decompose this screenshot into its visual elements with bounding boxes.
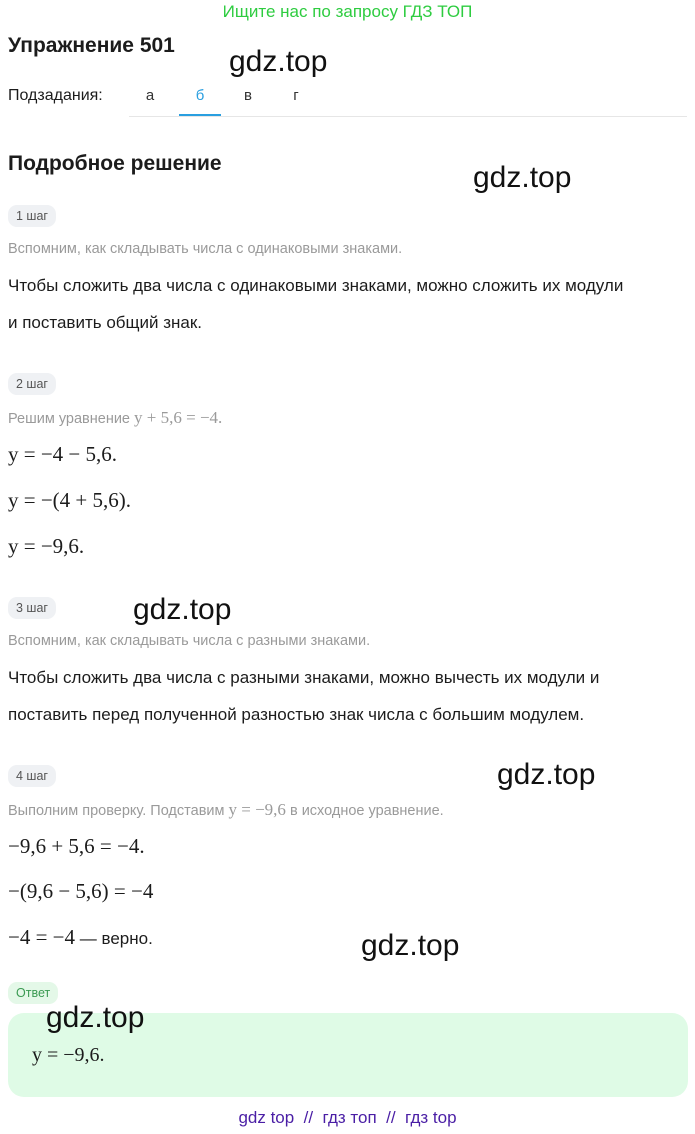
step-1-badge: 1 шаг [8,205,56,227]
watermark: gdz.top [361,929,460,962]
step-4-hint-math: y = −9,6 [228,800,286,819]
section-title: Подробное решение [8,152,222,175]
step-1-hint: Вспомним, как складывать числа с одинаковыми знаками. [8,241,403,257]
step-2-badge: 2 шаг [8,373,56,395]
step-4-hint-pre: Выполним проверку. Подставим [8,803,229,819]
step-2-line-3: y = −9,6. [8,534,85,558]
step-4-line-3 [8,925,153,950]
step-4-line-1: −9,6 + 5,6 = −4. [8,834,145,858]
step-3-text-line-2: поставить перед полученной разностью знак числа с большим модулем. [8,705,585,724]
step-2-hint-text: Решим уравнение [8,411,135,427]
step-4-hint [8,800,444,820]
watermark: gdz.top [229,45,328,78]
step-4-line-3-text: — верно. [75,929,153,948]
step-4-badge: 4 шаг [8,765,56,787]
step-3-badge: 3 шаг [8,597,56,619]
subtasks-label: Подзадания: [8,87,103,104]
step-2-hint [8,408,222,428]
step-4-line-3-math: −4 = −4 [8,925,76,949]
tab-b[interactable]: б [179,80,221,116]
page-title: Упражнение 501 [8,34,175,57]
watermark: gdz.top [473,161,572,194]
step-2-hint-math: y + 5,6 = −4. [134,408,223,427]
step-1-text-line-1: Чтобы сложить два числа с одинаковыми знаками, можно сложить их модули [8,276,624,295]
step-4-line-2: −(9,6 − 5,6) = −4 [8,879,154,903]
step-2-line-2: y = −(4 + 5,6). [8,488,132,512]
answer-math: y = −9,6. [32,1044,105,1066]
footer-links[interactable]: gdz top // гдз топ // гдз top [238,1108,457,1127]
answer-badge: Ответ [8,982,58,1004]
watermark: gdz.top [133,593,232,626]
step-4-hint-post: в исходное уравнение. [285,803,444,819]
step-2-line-1: y = −4 − 5,6. [8,442,118,466]
tab-a[interactable]: а [145,87,155,104]
search-banner[interactable]: Ищите нас по запросу ГДЗ ТОП [222,2,473,21]
step-1-text-line-2: и поставить общий знак. [8,313,203,332]
watermark: gdz.top [497,758,596,791]
tab-g[interactable]: г [293,87,299,104]
watermark: gdz.top [46,1001,145,1034]
step-3-hint: Вспомним, как складывать числа с разными знаками. [8,633,371,649]
subtasks-tabs [129,80,687,117]
step-3-text-line-1: Чтобы сложить два числа с разными знаками, можно вычесть их модули и [8,668,600,687]
tab-v[interactable]: в [244,87,252,104]
